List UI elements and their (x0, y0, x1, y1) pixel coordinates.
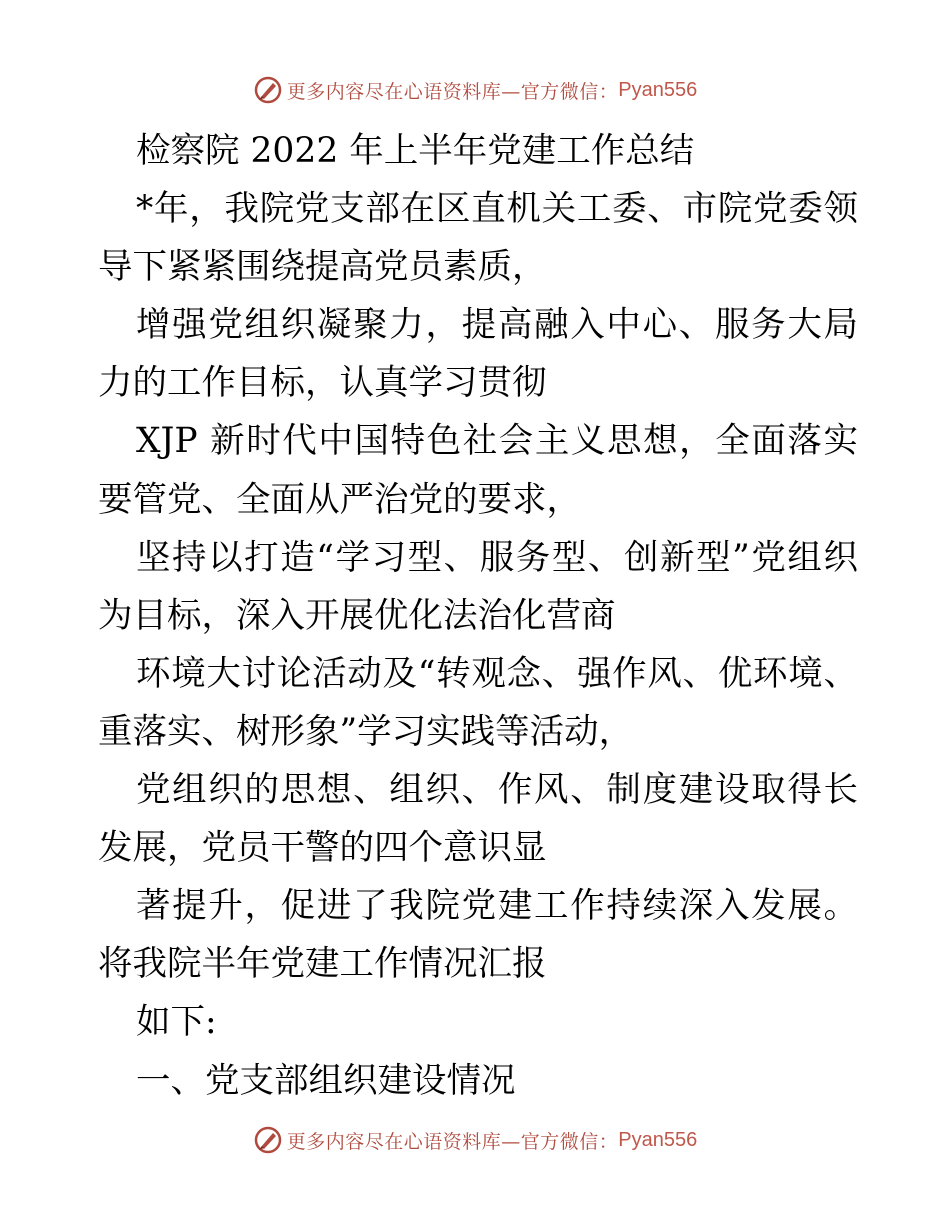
paragraph-line: 要管党、全面从严治党的要求， (98, 479, 581, 520)
paragraph-line: 重落实、树形象”学习实践等活动， (98, 711, 634, 752)
paragraph-line: 发展，党员干警的四个意识显 (98, 828, 547, 869)
paragraph-line: 如下: (136, 1002, 217, 1043)
watermark-text: 更多内容尽在心语资料库—官方微信： (286, 1130, 619, 1153)
document-body (98, 122, 858, 1110)
watermark-header (0, 70, 950, 110)
paragraph-line: *年，我院党支部在区直机关工委、市院党委领 (136, 189, 858, 230)
paragraph-line: 著提升，促进了我院党建工作持续深入发展。 (136, 886, 858, 927)
watermark-footer (0, 1120, 950, 1160)
paragraph-line: 增强党组织凝聚力，提高融入中心、服务大局 (136, 305, 858, 346)
watermark-handle: Pyan556 (618, 1128, 698, 1151)
paragraph-line: 坚持以打造“学习型、服务型、创新型”党组织 (136, 537, 858, 578)
paragraph-line: 力的工作目标，认真学习贯彻 (98, 363, 547, 404)
paragraph-line: 为目标，深入开展优化法治化营商 (98, 595, 616, 636)
paragraph-line: 将我院半年党建工作情况汇报 (98, 944, 547, 985)
watermark-handle: Pyan556 (618, 78, 698, 101)
paragraph-line: 党组织的思想、组织、作风、制度建设取得长 (136, 770, 858, 811)
pen-logo-icon (253, 75, 283, 105)
pen-logo-icon (253, 1125, 283, 1155)
paragraph-line: 导下紧紧围绕提高党员素质， (98, 247, 547, 288)
paragraph-line: XJP 新时代中国特色社会主义思想，全面落实 (136, 421, 858, 462)
paragraph-line: 环境大讨论活动及“转观念、强作风、优环境、 (136, 653, 858, 694)
doc-title: 检察院 2022 年上半年党建工作总结 (136, 131, 695, 171)
watermark-text: 更多内容尽在心语资料库—官方微信： (286, 80, 619, 103)
section-heading: 一、党支部组织建设情况 (136, 1060, 516, 1101)
